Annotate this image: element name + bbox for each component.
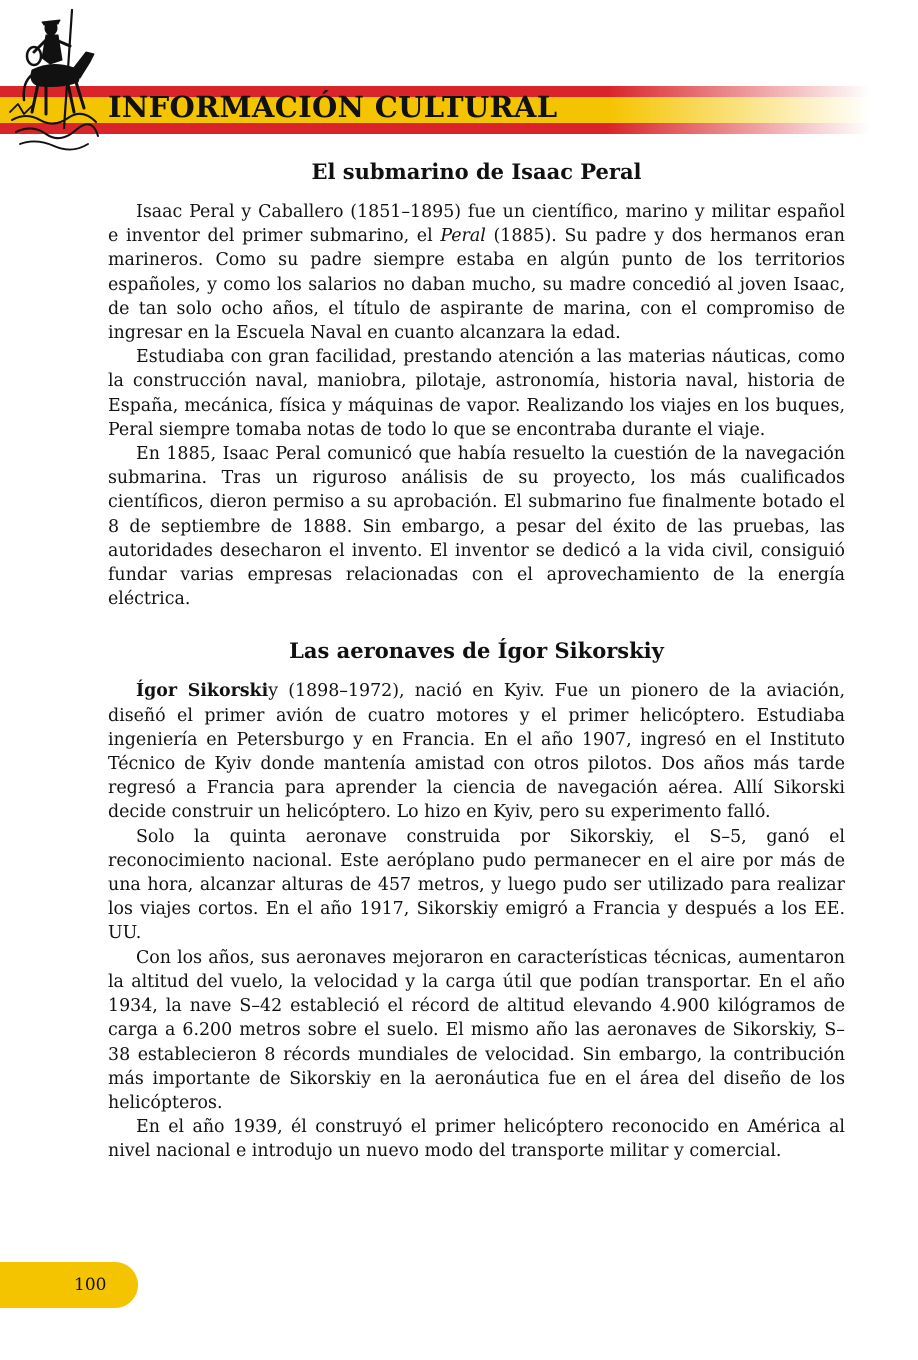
page-number: 100 (74, 1275, 107, 1295)
person-name: Ígor Sikorski (136, 681, 269, 702)
paragraph: Estudiaba con gran facilidad, prestando atención a las materias náuticas, como la construcción naval, maniobra, pilotaje, astronomía, historia naval, historia de España, mecánica, física y máquinas de vapor. Realizando los viajes en los buques, Peral siempre tomaba notas de todo lo que se encontraba durante el viaje. (108, 347, 845, 440)
paragraph: En 1885, Isaac Peral comunicó que había resuelto la cuestión de la navegación submarina. Tras un riguroso análisis de su proyecto, los más cualificados científicos, dieron permiso a su aprobación. El submarino fue finalmente botado el 8 de septiembre de 1888. Sin embargo, a pesar del éxito de las pruebas, las autoridades desecharon el invento. El inventor se dedicó a la vida civil, consiguió fundar varias empresas relacionadas con el aprovechamiento de la energía eléctrica. (108, 444, 845, 610)
main-content (108, 150, 845, 1164)
submarine-name: Peral (440, 226, 486, 247)
paragraph-text: Isaac Peral y Caballero (1851–1895) fue un científico, marino y militar español e inventor del primer submarino, el (108, 202, 845, 247)
paragraph: Con los años, sus aeronaves mejoraron en características técnicas, aumentaron la altitud del vuelo, la velocidad y la carga útil que podían transportar. En el año 1934, la nave S–42 estableció el récord de altitud elevando 4.900 kilógramos de carga a 6.200 metros sobre el suelo. El mismo año las aeronaves de Sikorskiy, S–38 establecieron 8 récords mundiales de velocidad. Sin embargo, la contribución más importante de Sikorskiy en la aeronáutica fue en el área del diseño de los helicópteros. (108, 947, 845, 1113)
paragraph-text: (1885). Su padre y dos hermanos eran marineros. Como su padre siempre estaba en algún punto de los territorios españoles, y como los salarios no daban mucho, su madre concedió al joven Isaac, de tan solo ocho años, el título de aspirante de marina, con el compromiso de ingresar en la Escuela Naval en cuanto alcanzara la edad. (108, 226, 846, 344)
paragraph (108, 679, 845, 824)
section-title-peral: El submarino de Isaac Peral (311, 159, 642, 184)
paragraph: En el año 1939, él construyó el primer helicóptero reconocido en América al nivel nacional e introdujo un nuevo modo del transporte militar y comercial. (108, 1117, 845, 1162)
paragraph (108, 200, 845, 345)
paragraph-text: y (1898–1972), nació en Kyiv. Fue un pionero de la aviación, diseñó el primer avión de cuatro motores y el primer helicóptero. Estudiaba ingeniería en Petersburgo y en Francia. En el año 1907, ingresó en el Instituto Técnico de Kyiv donde mantenía amistad con otros pilotos. Dos años más tarde regresó a Francia para aprender la ciencia de navegación aérea. Allí Sikorski decide construir un helicóptero. Lo hizo en Kyiv, pero su experimento falló. (108, 681, 845, 823)
don-quixote-figure-icon (6, 8, 102, 154)
paragraph: Solo la quinta aeronave construida por Sikorskiy, el S–5, ganó el reconocimiento nacional. Este aeróplano pudo permanecer en el aire por más de una hora, alcanzar alturas de 457 metros, y luego pudo ser utilizado para realizar los viajes cortos. En el año 1917, Sikorskiy emigró a Francia y después a los EE. UU. (108, 826, 845, 944)
section-title-sikorskiy: Las aeronaves de Ígor Sikorskiy (289, 638, 664, 664)
header-title: INFORMACIÓN CULTURAL (108, 90, 558, 124)
